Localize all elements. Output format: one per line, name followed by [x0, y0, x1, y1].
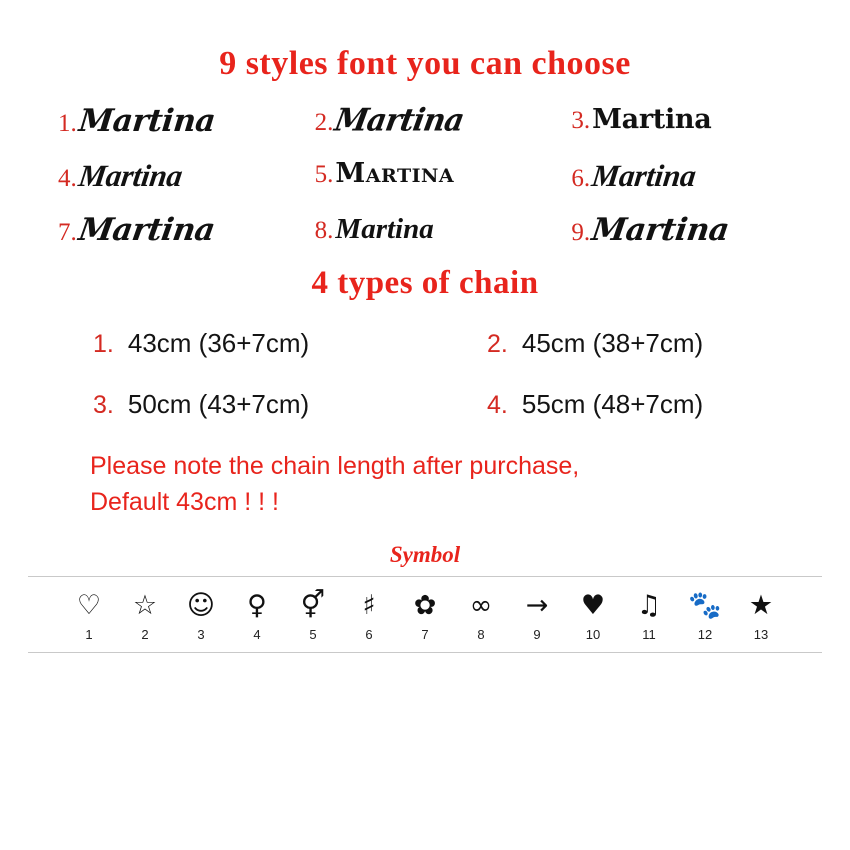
mars-male-icon: ⚥ — [300, 590, 326, 622]
symbol-option-2[interactable] — [126, 589, 164, 642]
sharp-hash-icon: ♯ — [362, 590, 376, 622]
chain-option-label: 55cm (48+7cm) — [521, 388, 704, 419]
symbol-option-5[interactable] — [294, 589, 332, 642]
font-style-sample: Martina — [75, 212, 217, 249]
font-style-number: 6. — [571, 165, 591, 193]
font-style-number: 4. — [58, 165, 77, 193]
flower-icon: ✿ — [413, 590, 437, 622]
arrow-right-icon: → — [525, 590, 549, 622]
font-style-option-4[interactable] — [40, 160, 297, 193]
paw-print-icon: 🐾 — [688, 590, 722, 622]
chain-option-number: 2. — [487, 329, 508, 358]
symbol-option-12[interactable] — [686, 589, 724, 642]
chain-option-label: 45cm (38+7cm) — [521, 327, 704, 358]
font-style-sample: Martina — [76, 103, 217, 140]
chain-option-label: 50cm (43+7cm) — [127, 388, 310, 419]
chain-option-number: 3. — [93, 390, 114, 419]
font-style-option-9[interactable] — [553, 212, 810, 249]
font-style-option-6[interactable] — [553, 160, 810, 193]
font-style-option-1[interactable] — [40, 103, 297, 140]
symbol-number: 13 — [753, 627, 769, 643]
symbol-number: 1 — [85, 627, 93, 643]
symbol-option-7[interactable] — [406, 589, 444, 642]
symbol-option-1[interactable] — [70, 589, 108, 642]
symbol-number: 7 — [421, 627, 429, 643]
font-style-sample: Martina — [335, 213, 434, 246]
symbol-option-4[interactable] — [238, 589, 276, 642]
music-note-icon: ♫ — [636, 590, 662, 622]
chain-option-1[interactable] — [55, 328, 425, 359]
symbol-number: 12 — [697, 627, 713, 643]
font-style-sample: Martina — [335, 158, 455, 190]
chain-option-label: 43cm (36+7cm) — [127, 327, 310, 358]
font-style-number: 2. — [314, 109, 334, 137]
font-style-sample: Martina — [592, 104, 712, 136]
symbol-option-11[interactable] — [630, 589, 668, 642]
note-line-1: Please note the chain length after purchase, — [90, 451, 580, 480]
symbol-number: 3 — [197, 627, 205, 643]
symbol-option-9[interactable] — [518, 589, 556, 642]
symbol-divider-bottom — [28, 652, 822, 653]
chain-options-grid — [0, 328, 850, 420]
font-style-number: 8. — [314, 217, 334, 245]
font-style-number: 5. — [314, 161, 334, 189]
font-styles-grid — [0, 102, 850, 249]
chain-option-4[interactable] — [425, 389, 795, 420]
symbol-number: 2 — [141, 627, 149, 643]
chain-section-heading: 4 types of chain — [311, 265, 539, 302]
star-outline-icon: ☆ — [132, 590, 158, 622]
symbol-option-6[interactable] — [350, 589, 388, 642]
symbol-option-3[interactable] — [182, 589, 220, 642]
symbol-option-8[interactable] — [462, 589, 500, 642]
font-style-number: 1. — [58, 110, 77, 138]
symbol-section-title: Symbol — [389, 542, 461, 568]
heart-filled-icon: ♥ — [580, 590, 606, 622]
symbol-option-13[interactable] — [742, 589, 780, 642]
font-style-sample: Martina — [76, 158, 185, 194]
symbol-number: 4 — [253, 627, 261, 643]
font-style-option-7[interactable] — [40, 212, 297, 249]
note-line-2: Default 43cm ! ! ! — [90, 487, 279, 516]
font-section-heading: 9 styles font you can choose — [219, 45, 631, 82]
symbol-row — [0, 589, 850, 642]
symbol-number: 8 — [477, 627, 485, 643]
chain-option-number: 1. — [93, 329, 114, 358]
chain-option-number: 4. — [487, 390, 508, 419]
infinity-icon: ∞ — [469, 590, 493, 622]
symbol-divider-top — [28, 576, 822, 577]
font-style-option-2[interactable] — [297, 102, 554, 140]
venus-female-icon: ♀ — [247, 590, 267, 622]
font-style-sample: Martina — [589, 212, 732, 249]
symbol-number: 9 — [533, 627, 541, 643]
symbol-number: 10 — [585, 627, 601, 643]
chain-option-3[interactable] — [55, 389, 425, 420]
symbol-number: 6 — [365, 627, 373, 643]
font-style-option-5[interactable] — [297, 160, 554, 193]
star-filled-icon: ★ — [748, 590, 774, 622]
chain-length-note — [0, 448, 850, 521]
font-style-number: 3. — [571, 107, 591, 135]
font-style-option-8[interactable] — [297, 215, 554, 247]
font-style-sample: Martina — [332, 102, 467, 140]
font-style-option-3[interactable] — [553, 106, 810, 138]
symbol-option-10[interactable] — [574, 589, 612, 642]
smiley-face-icon: ☺ — [186, 590, 216, 622]
heart-outline-icon: ♡ — [76, 590, 102, 622]
font-style-sample: Martina — [589, 158, 698, 194]
font-style-number: 9. — [571, 219, 591, 247]
font-style-number: 7. — [58, 219, 77, 247]
chain-option-2[interactable] — [425, 328, 795, 359]
symbol-number: 5 — [309, 627, 317, 643]
symbol-number: 11 — [642, 627, 656, 643]
